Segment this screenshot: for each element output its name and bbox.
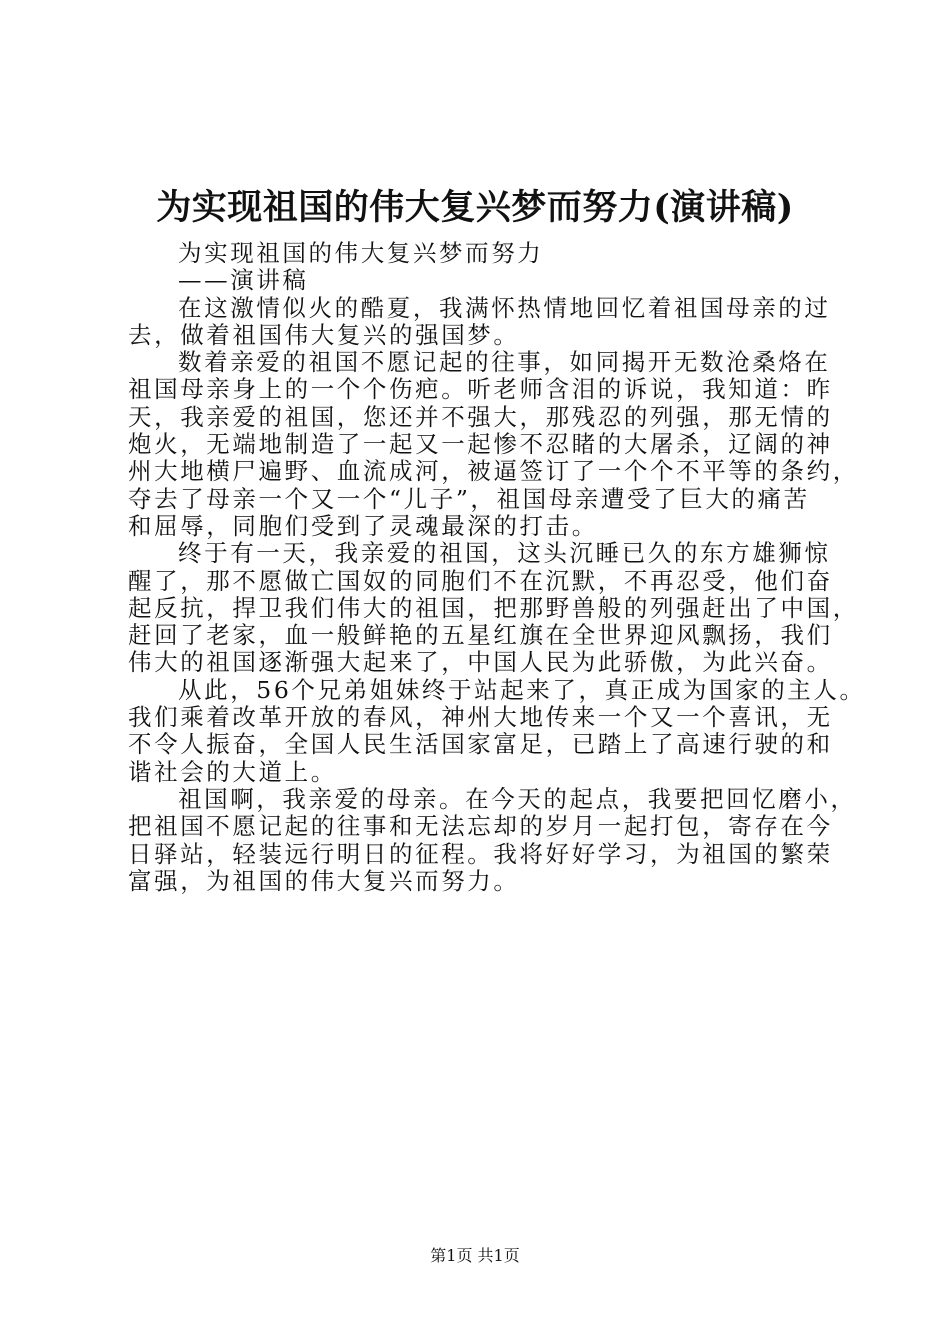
paragraph-line: 把祖国不愿记起的往事和无法忘却的岁月一起打包，寄存在今 xyxy=(128,812,833,841)
paragraph-line: 从此，56个兄弟姐妹终于站起来了，真正成为国家的主人。 xyxy=(178,675,866,704)
paragraph-line: 祖国母亲身上的一个个伤疤。听老师含泪的诉说，我知道：昨 xyxy=(128,375,833,404)
paragraph-line: 日驿站，轻装远行明日的征程。我将好好学习，为祖国的繁荣 xyxy=(128,839,833,868)
paragraph-line: 终于有一天，我亲爱的祖国，这头沉睡已久的东方雄狮惊 xyxy=(178,539,831,568)
paragraph-line: 州大地横尸遍野、血流成河，被逼签订了一个个不平等的条约， xyxy=(128,457,859,486)
page-number-footer: 第1页 共1页 xyxy=(430,1246,520,1265)
paragraph-line: 不令人振奋，全国人民生活国家富足，已踏上了高速行驶的和 xyxy=(128,730,833,759)
document-body xyxy=(128,239,866,895)
subtitle-line: ——演讲稿 xyxy=(178,266,309,295)
paragraph-line: 在这激情似火的酷夏，我满怀热情地回忆着祖国母亲的过 xyxy=(178,293,831,322)
paragraph-line: 谐社会的大道上。 xyxy=(128,757,337,786)
paragraph-line: 醒了，那不愿做亡国奴的同胞们不在沉默，不再忍受，他们奋 xyxy=(128,566,833,595)
paragraph-line: 数着亲爱的祖国不愿记起的往事，如同揭开无数沧桑烙在 xyxy=(178,348,831,377)
subtitle-line: 为实现祖国的伟大复兴梦而努力 xyxy=(178,239,544,267)
paragraph-line: 起反抗，捍卫我们伟大的祖国，把那野兽般的列强赶出了中国， xyxy=(128,593,859,622)
paragraph-line: 炮火，无端地制造了一起又一起惨不忍睹的大屠杀，辽阔的神 xyxy=(128,430,833,459)
paragraph-line: 伟大的祖国逐渐强大起来了，中国人民为此骄傲，为此兴奋。 xyxy=(128,648,833,677)
paragraph-line: 赶回了老家，血一般鲜艳的五星红旗在全世界迎风飘扬，我们 xyxy=(128,621,833,650)
paragraph-line: 天，我亲爱的祖国，您还并不强大，那残忍的列强，那无情的 xyxy=(128,402,833,431)
document-title: 为实现祖国的伟大复兴梦而努力(演讲稿) xyxy=(156,187,794,228)
paragraph-line: 祖国啊，我亲爱的母亲。在今天的起点，我要把回忆磨小， xyxy=(178,784,857,813)
paragraph-line: 去，做着祖国伟大复兴的强国梦。 xyxy=(128,320,520,349)
paragraph-line: 和屈辱，同胞们受到了灵魂最深的打击。 xyxy=(128,511,598,540)
paragraph-line: 夺去了母亲一个又一个“儿子”，祖国母亲遭受了巨大的痛苦 xyxy=(128,484,810,513)
paragraph-line: 我们乘着改革开放的春风，神州大地传来一个又一个喜讯，无 xyxy=(128,703,833,732)
paragraph-line: 富强，为祖国的伟大复兴而努力。 xyxy=(128,866,520,895)
